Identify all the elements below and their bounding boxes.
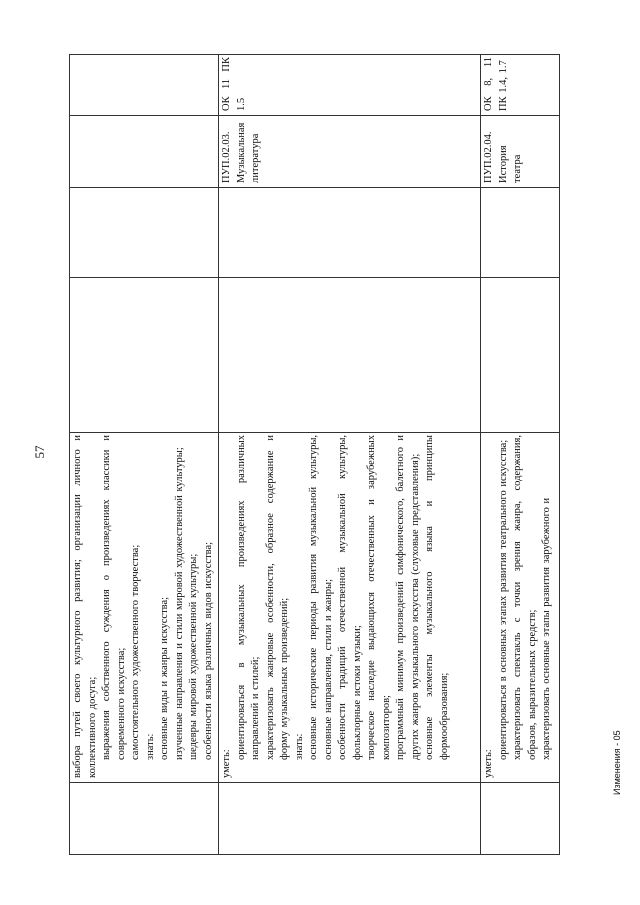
empty-cell: [219, 188, 481, 278]
competency-table: [69, 54, 560, 855]
competence-cell: [70, 55, 219, 116]
page-footer: Изменения - 05: [612, 730, 622, 795]
discipline-cell: ПУП.02.03. Музыкальная литература: [219, 116, 481, 188]
requirement-line: особенности языка различных видов искусства;: [202, 541, 214, 760]
requirements-cell: [481, 433, 560, 783]
requirement-line: уметь:: [483, 749, 494, 778]
requirement-line: основные исторические периоды развития музыкальной культуры, основные направления, стили и жанры;: [308, 435, 334, 760]
empty-cell: [219, 783, 481, 855]
page-number: 57: [32, 445, 47, 459]
empty-cell: [481, 278, 560, 433]
requirement-line: программный минимум произведений симфонического, балетного и других жанров музыкального искусства (слуховые представления);: [395, 435, 421, 760]
table-row: [481, 55, 560, 855]
requirement-line: характеризовать спектакль с точки зрения жанра, содержания, образов, выразительных средств;: [512, 435, 538, 760]
requirement-line: ориентироваться в основных этапах развития театрального искусства;: [497, 439, 509, 760]
requirement-line: ориентироваться в музыкальных произведениях различных направлений и стилей;: [235, 435, 261, 760]
empty-cell: [70, 278, 219, 433]
empty-cell: [70, 783, 219, 855]
requirement-line: основные элементы музыкального языка и принципы формообразования;: [424, 435, 450, 760]
discipline-cell: ПУП.02.04. История театра: [481, 116, 560, 188]
requirement-line: особенности традиций отечественной музыкальной культуры, фольклорные истоки музыки;: [337, 435, 363, 760]
empty-cell: [481, 188, 560, 278]
empty-cell: [481, 783, 560, 855]
requirement-line: шедевры мировой художественной культуры;: [188, 553, 199, 760]
requirement-line: основные виды и жанры искусства;: [159, 596, 170, 760]
requirement-line: характеризовать основные этапы развития зарубежного и: [541, 497, 552, 760]
empty-cell: [219, 278, 481, 433]
requirement-line: знать:: [144, 733, 156, 760]
empty-cell: [70, 188, 219, 278]
requirement-line: изученные направления и стили мировой художественной культуры;: [173, 447, 185, 760]
requirement-line: уметь:: [221, 749, 232, 778]
requirement-line: выражения собственного суждения о произведениях классики и современного искусства;: [101, 435, 127, 760]
discipline-cell: [70, 116, 219, 188]
table-row: [219, 55, 481, 855]
competence-cell: ОК 11 ПК 1.5: [219, 55, 481, 116]
requirement-line: самостоятельного художественного творчества;: [130, 544, 141, 760]
rotated-table-container: [69, 55, 559, 855]
table-row: [70, 55, 219, 855]
requirement-line: характеризовать жанровые особенности, образное содержание и форму музыкальных произведений;: [264, 435, 290, 760]
requirements-cell: [70, 433, 219, 783]
requirement-line: выбора путей своего культурного развития; организации личного и коллективного досуга;: [72, 435, 98, 778]
requirements-cell: [219, 433, 481, 783]
requirement-line: знать:: [293, 733, 305, 760]
competence-cell: ОК 8, 11 ПК 1.4, 1.7: [481, 55, 560, 116]
requirement-line: творческое наследие выдающихся отечественных и зарубежных композиторов;: [366, 435, 392, 760]
